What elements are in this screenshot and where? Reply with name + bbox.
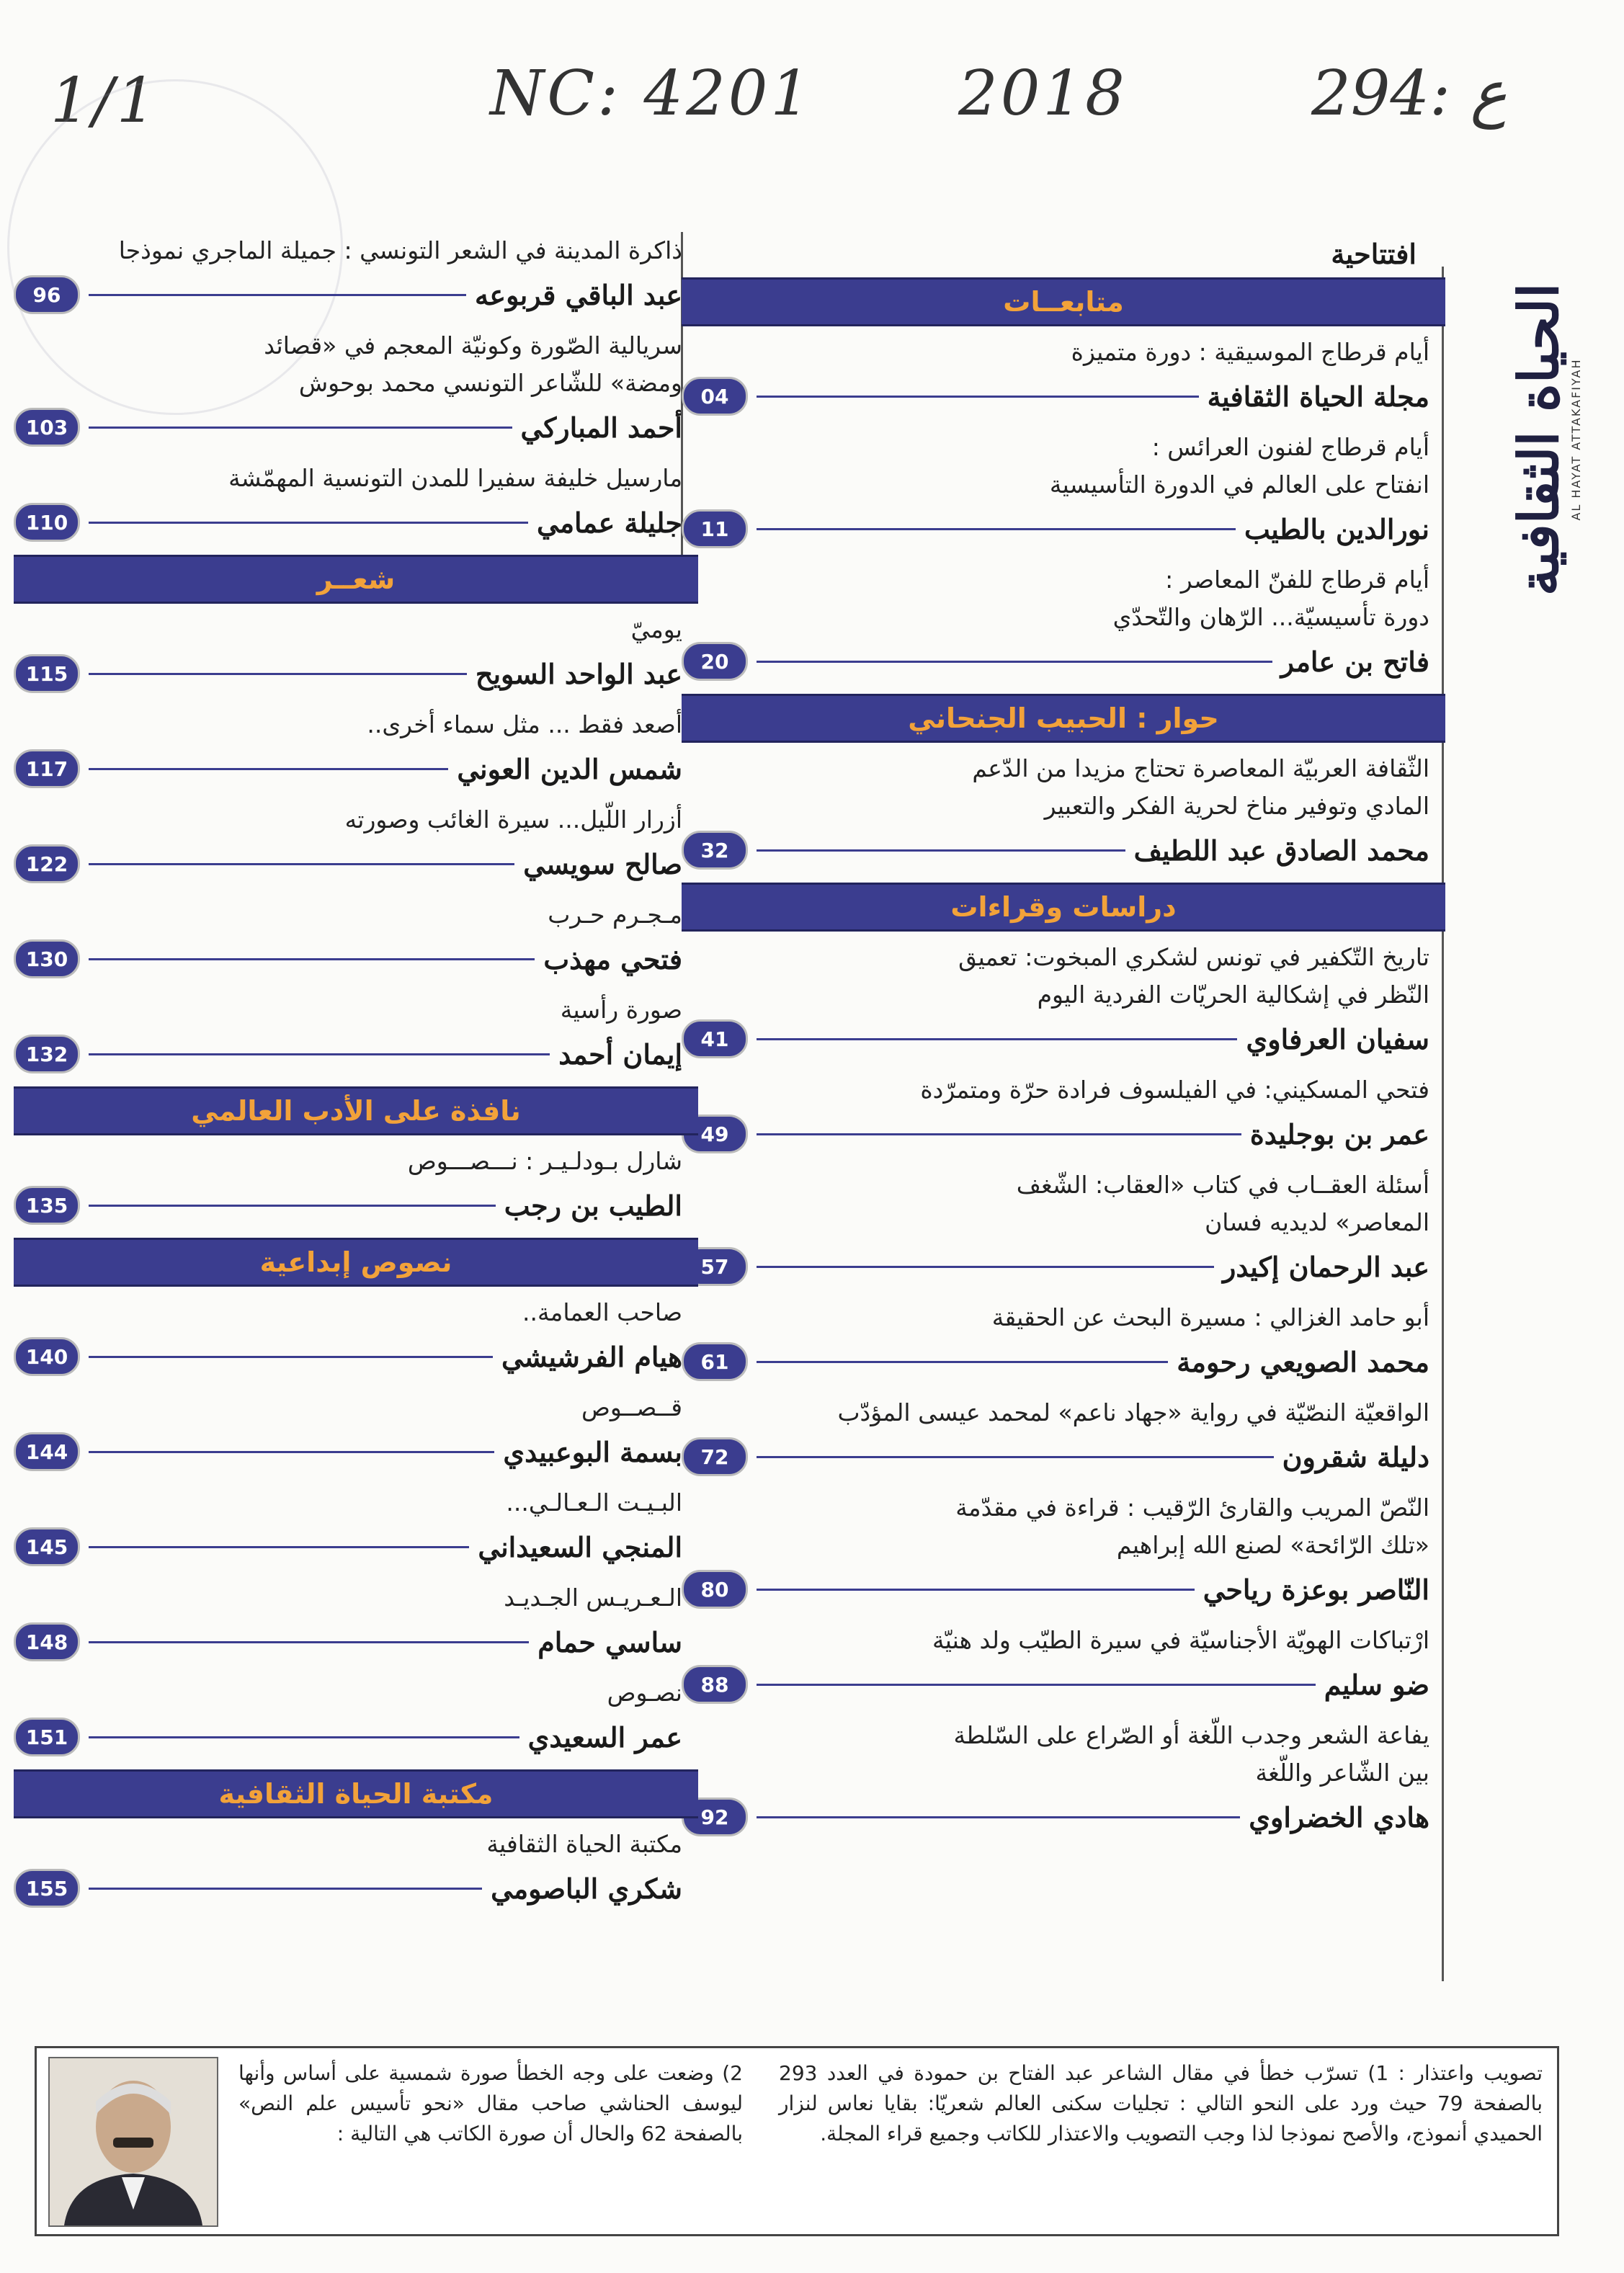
entry-rule [89, 1888, 482, 1890]
page-number-badge[interactable]: 145 [14, 1527, 80, 1566]
entry-rule [89, 1736, 519, 1738]
entry-rule [89, 1053, 550, 1055]
masthead [1509, 216, 1588, 663]
entry-rule [757, 1266, 1214, 1268]
entry-author: ساسي حمام [537, 1625, 682, 1658]
erratum-left-text: 2) وضعت على وجه الخطأ صورة شمسية على أساس وأنها ليوسف الحناشي صاحب مقال «نحو تأسيس علم النص» بالصفحة 62 والحال أن صورة الكاتب هي التالية : [238, 2061, 743, 2145]
entry-rule [89, 673, 467, 675]
toc-entry[interactable] [14, 1524, 698, 1569]
entry-rule [89, 1205, 496, 1207]
entry-rule [757, 661, 1272, 663]
page-number-badge[interactable]: 04 [682, 377, 748, 416]
page-number-badge[interactable]: 135 [14, 1186, 80, 1225]
page-number-badge[interactable]: 88 [682, 1665, 748, 1704]
entry-rule [89, 1641, 529, 1643]
handwritten-page-mark: 1/1 [50, 65, 159, 137]
toc-entry[interactable] [14, 1032, 698, 1076]
page-number-badge[interactable]: 103 [14, 408, 80, 447]
page-number-badge[interactable]: 117 [14, 749, 80, 788]
entry-title: يفاعة الشعر وجدب اللّغة أو الصّراع على السّلطة [953, 1721, 1429, 1749]
entry-title: المعاصر» لديديه فسان [1205, 1208, 1429, 1236]
entry-author: فتحي مهذب [543, 942, 682, 975]
page-number-badge[interactable]: 132 [14, 1035, 80, 1073]
entry-title: قــصــوص [581, 1393, 682, 1421]
editorial-heading: افتتاحية [1331, 238, 1416, 270]
page-number-badge[interactable]: 144 [14, 1432, 80, 1471]
toc-entry[interactable] [14, 651, 698, 696]
entry-title: المادي وتوفير مناخ لحرية الفكر والتعبير [1044, 792, 1429, 820]
masthead-subtitle: AL HAYAT ATTAKAFIYAH [1569, 358, 1583, 521]
page-number-badge[interactable]: 155 [14, 1869, 80, 1908]
entry-title: صاحب العمامة.. [522, 1298, 682, 1326]
entry-title: الـعـريـس الجـديـد [504, 1584, 682, 1612]
entry-rule [757, 528, 1236, 530]
entry-rule [89, 294, 466, 296]
entry-rule [757, 1684, 1316, 1686]
toc-entry[interactable] [682, 1567, 1445, 1612]
toc-entry[interactable] [682, 374, 1445, 419]
entry-author: ضو سليم [1324, 1668, 1429, 1701]
entry-title: أيام قرطاج لفنون العرائس : [1151, 433, 1429, 461]
entry-title: مكتبة الحياة الثقافية [486, 1830, 682, 1858]
entry-author: هيام الفرشيشي [501, 1340, 682, 1373]
entry-author: عمر السعيدي [527, 1720, 682, 1754]
handwritten-year: 2018 [958, 58, 1128, 130]
entry-author: أحمد المباركي [520, 411, 682, 444]
entry-author: محمد الصويعي رحومة [1177, 1345, 1429, 1378]
entry-author: النّاصر بوعزة رياحي [1203, 1573, 1429, 1606]
toc-right-column [682, 238, 1445, 1849]
entry-author: دليلة شقرون [1282, 1440, 1429, 1473]
section-header: شعــر [14, 555, 698, 604]
entry-rule [89, 1451, 494, 1453]
toc-entry[interactable] [682, 1244, 1445, 1289]
page-number-badge[interactable]: 130 [14, 939, 80, 978]
masthead-title: الحياة الثقافية [1507, 282, 1571, 597]
toc-entry[interactable] [14, 746, 698, 791]
entry-author: سفيان العرفاوي [1246, 1022, 1429, 1055]
entry-title: بين الشّاعر واللّغة [1255, 1759, 1429, 1787]
entry-author: عبد الواحد السويح [475, 657, 682, 690]
handwritten-code: NC: 4201 [490, 58, 813, 130]
entry-title: الواقعيّة النصّيّة في رواية «جهاد ناعم» لمحمد عيسى المؤدّب [837, 1398, 1429, 1426]
page-number-badge[interactable]: 115 [14, 654, 80, 693]
toc-entry[interactable] [14, 405, 698, 450]
entry-title: أزرار اللّيل... سيرة الغائب وصورته [344, 805, 682, 834]
entry-title: أبو حامد الغزالي : مسيرة البحث عن الحقيقة [991, 1303, 1429, 1331]
erratum-right-text: تصويب واعتذار : 1) تسرّب خطأ في مقال الشاعر عبد الفتاح بن حمودة في العدد 293 بالصفحة 79 حيث ورد على النحو التالي : تجليات سكنى العالم شعريّا: بقايا نعاس لنزار الحميدي أنموذج، والأصح نموذجا لذا وجب التصويب والاعتذار للكاتب وجميع قراء المجلة. [779, 2061, 1543, 2145]
entry-author: هادي الخضراوي [1249, 1800, 1429, 1834]
page-number-badge[interactable]: 80 [682, 1570, 748, 1609]
entry-title: أصعد فقط ... مثل سماء أخرى.. [367, 710, 682, 738]
entry-title: أيام قرطاج للفنّ المعاصر : [1165, 566, 1429, 594]
entry-title: انفتاح على العالم في الدورة التأسيسية [1049, 470, 1429, 499]
toc-entry[interactable] [14, 1334, 698, 1379]
toc-entry[interactable] [682, 1795, 1445, 1839]
entry-author: إيمان أحمد [558, 1037, 682, 1071]
entry-title: النّصّ المريب والقارئ الرّقيب : قراءة في مقدّمة [955, 1493, 1429, 1522]
toc-entry[interactable] [14, 1429, 698, 1474]
entry-title: أيام قرطاج الموسيقية : دورة متميزة [1071, 338, 1429, 366]
entry-author: المنجي السعيداني [478, 1530, 682, 1563]
author-portrait-icon [50, 2058, 217, 2225]
handwritten-issue: 294: ع [1311, 58, 1507, 130]
section-header: حوار : الحبيب الجنحاني [682, 694, 1445, 743]
erratum-box [35, 2046, 1559, 2236]
toc-entry[interactable] [14, 1715, 698, 1759]
entry-title: النّظر في إشكالية الحريّات الفردية اليوم [1037, 981, 1429, 1009]
page-number-badge[interactable]: 41 [682, 1019, 748, 1058]
entry-rule [757, 1456, 1274, 1458]
toc-entry[interactable] [14, 937, 698, 981]
toc-entry[interactable] [14, 500, 698, 545]
entry-author: عبد الباقي قربوعه [475, 278, 682, 311]
entry-rule [89, 1356, 493, 1358]
entry-rule [757, 1361, 1168, 1363]
page-number-badge[interactable]: 72 [682, 1437, 748, 1476]
entry-author: شكري الباصومي [491, 1872, 682, 1905]
page-number-badge[interactable]: 61 [682, 1342, 748, 1381]
entry-title: أسئلة العقــاب في كتاب «العقاب: الشّغف [1016, 1171, 1429, 1199]
entry-title: ارْتباكات الهويّة الأجناسيّة في سيرة الطيّب ولد هنيّة [932, 1626, 1429, 1654]
entry-author: مجلة الحياة الثقافية [1207, 380, 1429, 413]
entry-author: فاتح بن عامر [1280, 645, 1429, 678]
page-number-badge[interactable]: 140 [14, 1337, 80, 1376]
toc-entry[interactable] [14, 1866, 698, 1911]
section-header: متابعــات [682, 277, 1445, 326]
entry-rule [89, 427, 512, 429]
entry-rule [757, 1038, 1237, 1040]
toc-entry[interactable] [682, 1339, 1445, 1384]
section-header: نصوص إبداعية [14, 1238, 698, 1287]
page-number-badge[interactable]: 110 [14, 503, 80, 542]
toc-entry[interactable] [14, 841, 698, 886]
entry-title: يوميّ [630, 615, 682, 643]
toc-entry[interactable] [682, 1112, 1445, 1156]
entry-author: جليلة عمامي [537, 506, 682, 539]
page-number-badge[interactable]: 20 [682, 642, 748, 681]
page-number-badge[interactable]: 49 [682, 1115, 748, 1153]
toc-left-column [14, 232, 698, 1921]
page-number-badge[interactable]: 96 [14, 275, 80, 314]
toc-entry[interactable] [682, 828, 1445, 872]
page-number-badge[interactable]: 148 [14, 1622, 80, 1661]
page-number-badge[interactable]: 122 [14, 844, 80, 883]
entry-title: مارسيل خليفة سفيرا للمدن التونسية المهمّشة [228, 464, 682, 492]
entry-rule [89, 863, 514, 865]
page-number-badge[interactable]: 32 [682, 831, 748, 870]
toc-entry[interactable] [682, 1434, 1445, 1479]
entry-author: محمد الصادق عبد اللطيف [1133, 834, 1429, 867]
entry-author: عبد الرحمان إكيدر [1222, 1250, 1429, 1283]
entry-title: البـيـت الـعـالـي... [506, 1488, 682, 1517]
toc-entry[interactable] [682, 506, 1445, 551]
entry-author: نورالدين بالطيب [1244, 512, 1429, 545]
entry-author: صالح سويسي [523, 847, 682, 880]
entry-rule [89, 768, 448, 770]
entry-title: ذاكرة المدينة في الشعر التونسي : جميلة الماجري نموذجا [118, 236, 682, 264]
entry-author: شمس الدين العوني [457, 752, 682, 785]
entry-title: شارل بـودلـيـر : نـــصـــوص [407, 1147, 682, 1175]
entry-title: مـجـرم حـرب [548, 901, 682, 929]
author-photo [48, 2057, 218, 2227]
section-header: مكتبة الحياة الثقافية [14, 1769, 698, 1818]
entry-title: الثّقافة العربيّة المعاصرة تحتاج مزيدا من الدّعم [972, 754, 1429, 782]
entry-rule [757, 396, 1199, 398]
entry-title: دورة تأسيسيّة... الرّهان والتّحدّي [1112, 603, 1429, 631]
entry-title: صورة رأسية [560, 996, 682, 1024]
entry-title: «تلك الرّائحة» لصنع الله إبراهيم [1116, 1531, 1429, 1559]
entry-rule [757, 1133, 1241, 1135]
page-number-badge[interactable]: 11 [682, 509, 748, 548]
entry-rule [89, 522, 528, 524]
section-header: دراسات وقراءات [682, 883, 1445, 932]
entry-title: تاريخ التّكفير في تونس لشكري المبخوت: تعميق [958, 943, 1429, 971]
toc-entry[interactable] [14, 1620, 698, 1664]
toc-entry[interactable] [682, 1662, 1445, 1707]
entry-title: سريالية الصّورة وكونيّة المعجم في «قصائد [264, 331, 682, 360]
entry-rule [89, 958, 535, 960]
entry-author: عمر بن بوجليدة [1249, 1117, 1429, 1151]
entry-rule [89, 1546, 469, 1548]
entry-rule [757, 1816, 1240, 1818]
page-number-badge[interactable]: 92 [682, 1798, 748, 1836]
toc-entry[interactable] [682, 1017, 1445, 1061]
section-header: نافذة على الأدب العالمي [14, 1086, 698, 1135]
entry-title: ومضة» للشّاعر التونسي محمد بوحوش [298, 369, 682, 397]
page-number-badge[interactable]: 57 [682, 1247, 748, 1286]
entry-title: نصـوص [607, 1679, 682, 1707]
entry-author: الطيب بن رجب [504, 1189, 682, 1222]
entry-title: فتحي المسكيني: في الفيلسوف فرادة حرّة ومتمرّدة [920, 1076, 1429, 1104]
entry-author: بسمة البوعبيدي [503, 1435, 682, 1468]
page-number-badge[interactable]: 151 [14, 1718, 80, 1756]
entry-rule [757, 1589, 1195, 1591]
toc-entry[interactable] [14, 1183, 698, 1228]
toc-entry[interactable] [14, 272, 698, 317]
entry-rule [757, 849, 1125, 852]
toc-entry[interactable] [682, 639, 1445, 684]
